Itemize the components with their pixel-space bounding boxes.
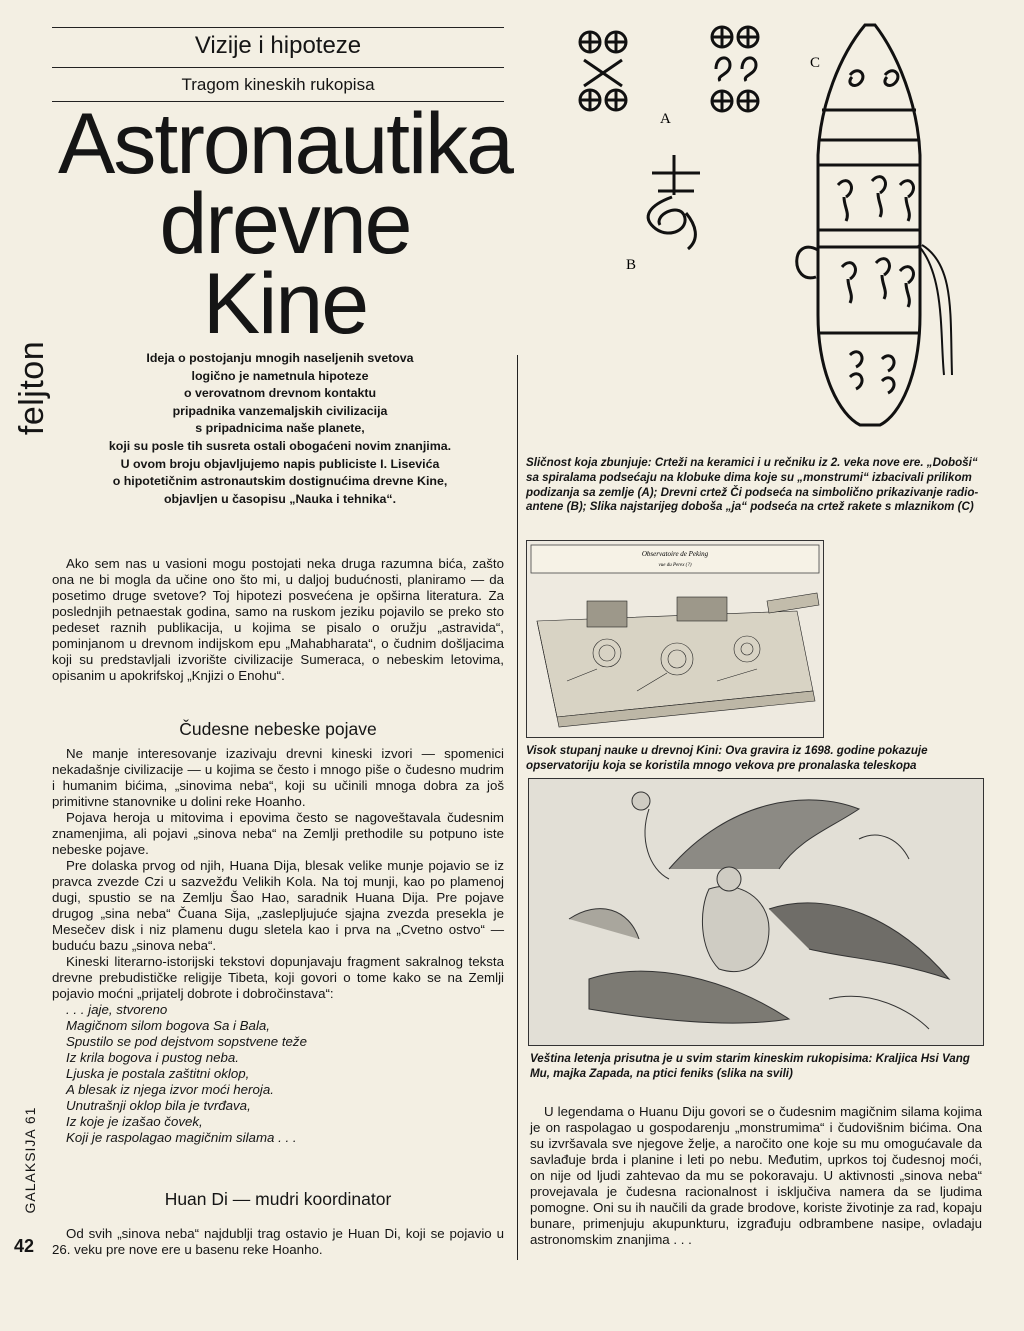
- observatory-engraving: [526, 540, 824, 738]
- engraving-title: Observatoire de Peking: [641, 550, 709, 558]
- body-paragraph: Ako sem nas u vasioni mogu postojati neka druga razumna bića, zašto ona ne bi mogla da učine ono što mi, u daljoj budućnosti, planiramo — da posetimo druge svetove? Toj hipotezi posvećena je opširna literatura. Za poslednjih petnaestak godina, samo na ruskom jeziku pojavilo se preko sto pedeset raznih publikacija, u kojima se pisalo o oružju „astravida“, pominjanom u drevnom indijskom epu „Mahabharata“, o čudnim došljacima koji su predstavljali izvorište civilizacije Sumeraca, o nebeskim letovima, opisanim u apokrifskoj „Knjizi o Enohu“.: [52, 556, 504, 683]
- body-paragraph: Pre dolaska prvog od njih, Huana Dija, blesak velike munje pojavio se iz pravca zvezde Czi u sazvežđu Velikih Kola. Na toj munji, kao po plamenoj dugi, spustio se na Zemlju Šao Hao, saradnik Huana Dija. Pre pojave drugog „sina neba“ Čuana Sija, „zaslepljujuće sjajna zvezda presekla je Mesečev disk i niz plamenu dugu sletela kao i prva na „Cvetno ostvo“ — buduću bazu „sinova neba“.: [52, 858, 504, 953]
- subheading-coordinator: Huan Di — mudri koordinator: [164, 1189, 392, 1209]
- verse-line: Magičnom silom bogova Sa i Bala,: [66, 1018, 270, 1033]
- lead-line: o hipotetičnim astronautskim dostignućima drevne Kine,: [112, 474, 448, 489]
- lead-line: o verovatnom drevnom kontaktu: [183, 386, 377, 401]
- article-headline: [30, 96, 540, 352]
- verse-line: Iz krila bogova i pustog neba.: [66, 1050, 239, 1065]
- section-subtitle: Tragom kineskih rukopisa: [181, 75, 375, 94]
- subheading-celestial: Čudesne nebeske pojave: [179, 719, 377, 739]
- right-column-body: [530, 1104, 982, 1248]
- figure-caption-glyphs: Sličnost koja zbunjuje: Crteži na keramici i u rečniku iz 2. veka nove ere. „Doboši“ sa spiralama podsećaju na klobuke dima koje su „monstrumi“ izbacivali prilikom podizanja sa zemlje (A); Drevni crtež Či podseća na simbolično prikazivanje radio-antene (B); Slika najstarijeg doboša „ja“ podseća na crtež rakete s mlaznikom (C): [526, 456, 979, 514]
- header-rule-top: [52, 27, 504, 28]
- article-lead: [62, 350, 498, 508]
- verse-line: . . . jaje, stvoreno: [66, 1002, 168, 1017]
- verse-line: Ljuska je postala zaštitni oklop,: [66, 1066, 250, 1081]
- lead-line: pripadnika vanzemaljskih civilizacija: [172, 403, 388, 418]
- lead-line: U ovom broju objavljujemo napis publiciste I. Lisevića: [120, 456, 440, 471]
- body-paragraph: Ne manje interesovanje izazivaju drevni kineski izvori — spomenici nekadašnje civilizacije — u kojima se često i mnogo piše o čudesno mudrim i humanim bićima, „sinovima neba“, koji su učinili mnoga dobra za još primitivne stanovnike u dolini reke Hoanho.: [52, 746, 504, 809]
- lead-line: s pripadnicima naše planete,: [195, 421, 365, 436]
- verse-line: A blesak iz njega izvor moći heroja.: [66, 1082, 274, 1097]
- silk-painting: [528, 778, 984, 1046]
- section-rail-label: feljton: [13, 340, 51, 436]
- lead-line: logično je nametnula hipoteze: [191, 368, 369, 383]
- headline-line: Kine: [202, 256, 368, 352]
- observatory-drawing: [527, 541, 823, 737]
- body-paragraph: U legendama o Huanu Diju govori se o čudesnim magičnim silama kojima je on raspolagao u gospodarenju „monstrumima“ i čudovišnim bićima. Ona su izvršavala sve njegove želje, a naročito one koje su mu omogućavale da savlađuje brda i planine i leti po nebu. Međutim, uprkos toj čudesnoj moći, on nije od ljudi zahtevao da mu se pokoravaju. U aktivnosti „sinova neba“ provejavala je čudesna racionalnost i isključiva namera da se ljudima pomogne. Oni su ih naučili da grade brodove, koriste životinje za rad, kopaju bunare, primenjuju akupunkturu, izgrađuju odbrambene nasipe, ovladaju astronomskim znanjima . . .: [530, 1104, 982, 1247]
- section-title: Vizije i hipoteze: [194, 32, 362, 59]
- glyph-illustration: [560, 15, 980, 435]
- figure-caption-phoenix: Veština letenja prisutna je u svim starim kineskim rukopisima: Kraljica Hsi Vang Mu, majka Zapada, na ptici feniks (slika na svili): [530, 1052, 970, 1080]
- headline-line: drevne: [159, 176, 411, 272]
- verse-line: Koji je raspolagao magičnim silama . . .: [66, 1130, 297, 1145]
- rocket-vessel-icon: [797, 25, 952, 425]
- column-divider: [517, 355, 518, 1260]
- figure-label-b: B: [626, 257, 637, 273]
- magazine-issue-label: GALAKSIJA 61: [22, 1106, 38, 1214]
- drum-glyph-icon: [712, 27, 758, 111]
- body-paragraph: Od svih „sinova neba“ najdublji trag ostavio je Huan Di, koji se pojavio u 26. veku pre nove ere u basenu reke Hoanho.: [52, 1226, 504, 1257]
- header-rule-middle: [52, 67, 504, 68]
- verse-line: Spustilo se pod dejstvom sopstvene teže: [66, 1034, 307, 1049]
- lead-line: objavljen u časopisu „Nauka i tehnika“.: [163, 491, 397, 506]
- engraving-subtitle: vue du Perex (?): [658, 563, 692, 568]
- intro-paragraph: [52, 556, 504, 684]
- verse-line: Unutrašnji oklop bila je tvrđava,: [66, 1098, 251, 1113]
- lead-line: koji su posle tih susreta ostali obogaćeni novim znanjima.: [108, 438, 452, 453]
- phoenix-painting-drawing: [529, 779, 983, 1045]
- section-body: [52, 746, 504, 1146]
- body-paragraph: Kineski literarno-istorijski tekstovi dopunjavaju fragment sakralnog teksta drevne prebudističke religije Tibeta, koji govori o tome kako se na Zemlji pojavio moćni „prijatelj dobrote i dobročinstava“:: [52, 954, 504, 1001]
- verse-line: Iz koje je izašao čovek,: [66, 1114, 203, 1129]
- lead-line: Ideja o postojanju mnogih naseljenih svetova: [146, 351, 414, 365]
- figure-label-c: C: [810, 55, 821, 71]
- drum-glyph-icon: [580, 32, 626, 110]
- figure-label-a: A: [660, 111, 671, 127]
- body-paragraph: Pojava heroja u mitovima i epovima često se nagoveštavala čudesnim znamenjima, ali pojavi „sinova neba“ na Zemlji prethodile su potpuno iste nebeske pojave.: [52, 810, 504, 857]
- figure-caption-observatory: Visok stupanj nauke u drevnoj Kini: Ova gravira iz 1698. godine pokazuje opservatoriju koja se koristila mnogo vekova pre pronalaska teleskopa: [526, 744, 928, 772]
- antenna-glyph-icon: [648, 155, 700, 249]
- headline-line: Astronautika: [57, 96, 513, 192]
- section-body: [52, 1226, 504, 1258]
- page-number: 42: [14, 1236, 35, 1256]
